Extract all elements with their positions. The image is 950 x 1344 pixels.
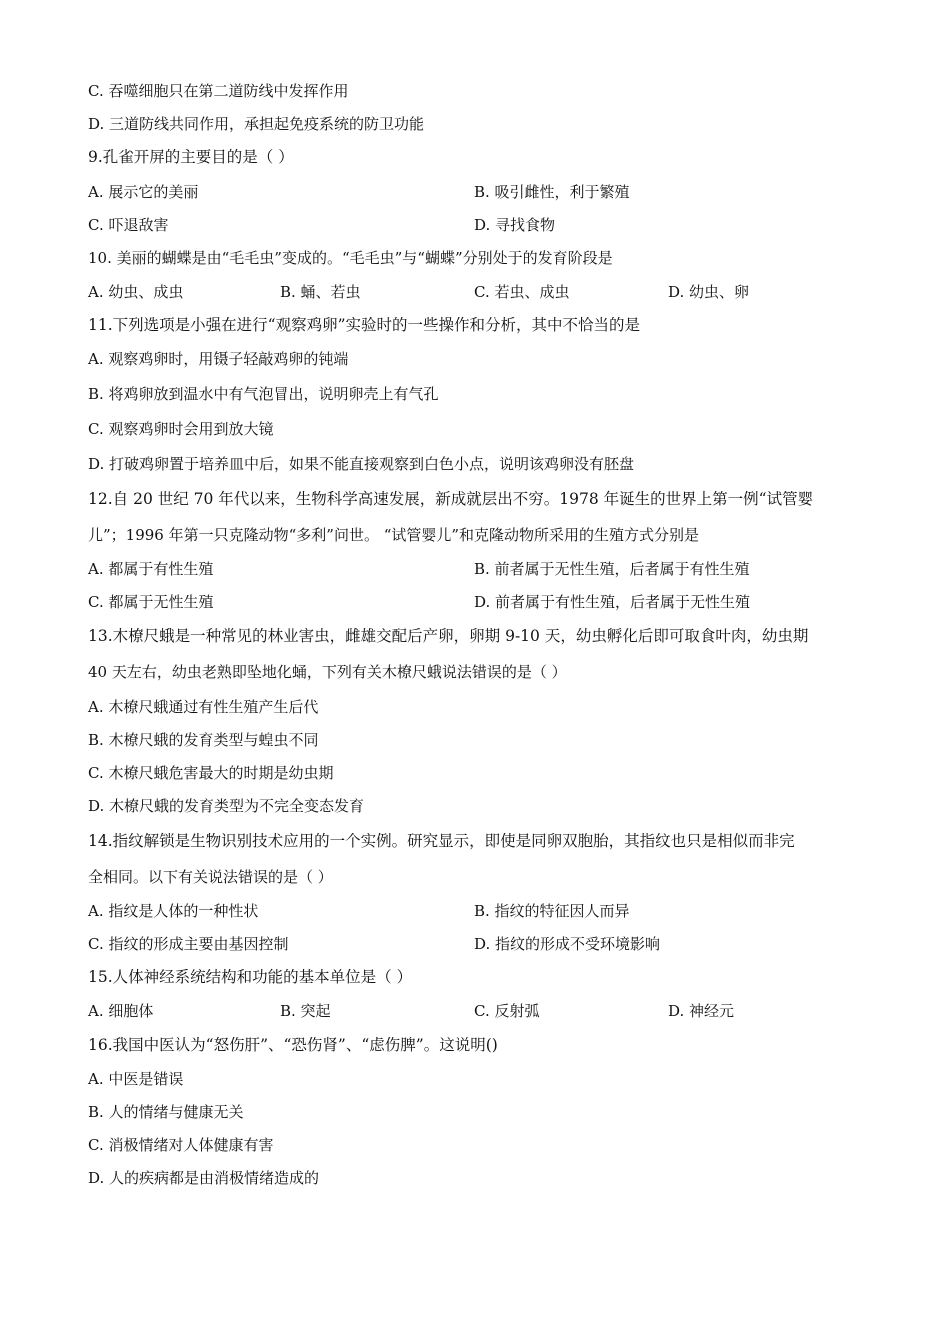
question-16-option-d: D. 人的疾病都是由消极情绪造成的 — [88, 1169, 320, 1187]
option-a: A. 展示它的美丽 — [88, 183, 199, 201]
question-14-stem-line2: 全相同。以下有关说法错误的是（ ） — [88, 868, 333, 886]
question-13-option-a: A. 木橑尺蛾通过有性生殖产生后代 — [88, 698, 319, 716]
question-11-option-c: C. 观察鸡卵时会用到放大镜 — [88, 420, 274, 438]
question-16-option-b: B. 人的情绪与健康无关 — [88, 1103, 244, 1121]
option-b: B. 吸引雌性，利于繁殖 — [474, 183, 630, 201]
option-c: C. 都属于无性生殖 — [88, 593, 214, 611]
question-11-option-d: D. 打破鸡卵置于培养皿中后，如果不能直接观察到白色小点，说明该鸡卵没有胚盘 — [88, 455, 635, 473]
option-c: C. 若虫、成虫 — [474, 283, 570, 301]
option-d: D. 幼虫、卵 — [668, 283, 750, 301]
question-14-stem-line1: 14.指纹解锁是生物识别技术应用的一个实例。研究显示，即使是同卵双胞胎，其指纹也只是相似而非完 — [88, 832, 795, 850]
question-9-stem: 9.孔雀开屏的主要目的是（ ） — [88, 148, 294, 166]
option-a: A. 细胞体 — [88, 1002, 154, 1020]
question-16-option-c: C. 消极情绪对人体健康有害 — [88, 1136, 274, 1154]
question-13-option-c: C. 木橑尺蛾危害最大的时期是幼虫期 — [88, 764, 334, 782]
question-12-stem-line2: 儿”；1996 年第一只克隆动物“多利”问世。 “试管婴儿”和克隆动物所采用的生殖方式分别是 — [88, 526, 700, 544]
option-c: C. 指纹的形成主要由基因控制 — [88, 935, 289, 953]
question-12-stem-line1: 12.自 20 世纪 70 年代以来，生物科学高速发展，新成就层出不穷。1978 年诞生的世界上第一例“试管婴 — [88, 490, 814, 508]
question-10-stem: 10. 美丽的蝴蝶是由“毛毛虫”变成的。“毛毛虫”与“蝴蝶”分别处于的发育阶段是 — [88, 249, 613, 267]
option-d: D. 神经元 — [668, 1002, 735, 1020]
prev-option-c: C. 吞噬细胞只在第二道防线中发挥作用 — [88, 82, 349, 100]
question-13-option-b: B. 木橑尺蛾的发育类型与蝗虫不同 — [88, 731, 319, 749]
option-b: B. 蛹、若虫 — [280, 283, 361, 301]
option-d: D. 指纹的形成不受环境影响 — [474, 935, 661, 953]
option-d: D. 前者属于有性生殖，后者属于无性生殖 — [474, 593, 751, 611]
question-16-stem: 16.我国中医认为“怒伤肝”、“恐伤肾”、“虑伤脾”。这说明() — [88, 1036, 498, 1054]
question-15-stem: 15.人体神经系统结构和功能的基本单位是（ ） — [88, 968, 413, 986]
option-a: A. 指纹是人体的一种性状 — [88, 902, 259, 920]
option-b: B. 突起 — [280, 1002, 331, 1020]
question-13-stem-line2: 40 天左右，幼虫老熟即坠地化蛹，下列有关木橑尺蛾说法错误的是（ ） — [88, 663, 567, 681]
option-a: A. 幼虫、成虫 — [88, 283, 184, 301]
option-c: C. 反射弧 — [474, 1002, 540, 1020]
question-11-option-a: A. 观察鸡卵时，用镊子轻敲鸡卵的钝端 — [88, 350, 349, 368]
option-b: B. 指纹的特征因人而异 — [474, 902, 630, 920]
prev-option-d: D. 三道防线共同作用，承担起免疫系统的防卫功能 — [88, 115, 425, 133]
question-11-stem: 11.下列选项是小强在进行“观察鸡卵”实验时的一些操作和分析，其中不恰当的是 — [88, 316, 641, 334]
option-d: D. 寻找食物 — [474, 216, 556, 234]
option-c: C. 吓退敌害 — [88, 216, 169, 234]
question-11-option-b: B. 将鸡卵放到温水中有气泡冒出，说明卵壳上有气孔 — [88, 385, 439, 403]
option-b: B. 前者属于无性生殖，后者属于有性生殖 — [474, 560, 750, 578]
option-a: A. 都属于有性生殖 — [88, 560, 214, 578]
question-16-option-a: A. 中医是错误 — [88, 1070, 184, 1088]
question-13-stem-line1: 13.木橑尺蛾是一种常见的林业害虫，雌雄交配后产卵，卵期 9-10 天，幼虫孵化后即可取食叶肉，幼虫期 — [88, 627, 809, 645]
question-13-option-d: D. 木橑尺蛾的发育类型为不完全变态发育 — [88, 797, 365, 815]
